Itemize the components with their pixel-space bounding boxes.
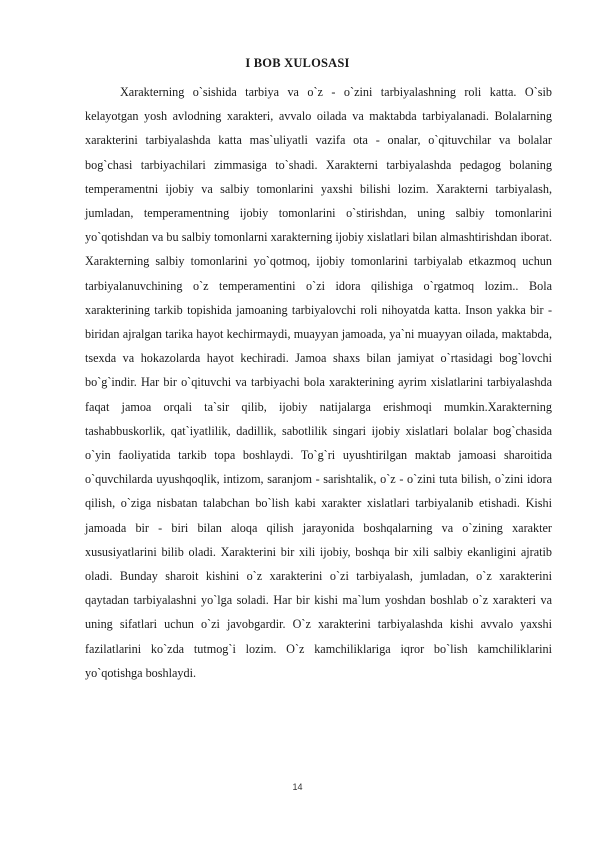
body-paragraph: Xarakterning o`sishida tarbiya va o`z - o`zini tarbiyalashning roli katta. O`sib kelayotgan yosh avlodning xarakteri, avvalo oilada va maktabda tarbiyalanadi. Bolalarning xarakterini tarbiyalashda katta mas`uliyatli vazifa ota - onalar, o`qituvchilar va bolalar bog`chasi tarbiyachilari zimmasiga to`shadi. Xarakterni tarbiyalashda pedagog bolaning temperamentni ijobiy va salbiy tomonlarini yaxshi bilishi lozim. Xarakterni tarbiyalash, jumladan, temperamentning ijobiy tomonlarini o`stirishdan, uning salbiy tomonlarini yo`qotishdan va bu salbiy tomonlarni xarakterning ijobiy xislatlari bilan almashtirishdan iborat. Xarakterning salbiy tomonlarini yo`qotmoq, ijobiy tomonlarini tarbiyalab etkazmoq uchun tarbiyalanuvchining o`z temperamentini o`zi idora qilishiga o`rgatmoq lozim.. Bola xarakterining tarkib topishida jamoaning tarbiyalovchi roli nihoyatda katta. Inson yakka bir - biridan ajralgan tarika hayot kechirmaydi, muayyan jamoada, ya`ni muayyan oilada, maktabda, tsexda va hokazolarda hayot kechiradi. Jamoa shaxs bilan jamiyat o`rtasidagi bog`lovchi bo`g`indir. Har bir o`qituvchi va tarbiyachi bola xarakterining ayrim xislatlarini tarbiyalashda faqat jamoa orqali ta`sir qilib, ijobiy natijalarga erishmoqi mumkin.Xarakterning tashabbuskorlik, qat`iyatlilik, dadillik, sabotlilik singari ijobiy xislatlari bolalar bog`chasida o`yin faoliyatida tarkib topa boshlaydi. To`g`ri uyushtirilgan maktab jamoasi sharoitida o`quvchilarda uyushqoqlik, intizom, saranjom - sarishtalik, o`z - o`zini tuta bilish, o`zini idora qilish, o`ziga nisbatan talabchan bo`lish kabi xarakter xislatlari tarbiyalanib etishadi. Kishi jamoada bir - biri bilan aloqa qilish jarayonida boshqalarning va o`zining xarakter xususiyatlarini bilib oladi. Xarakterini bir xili ijobiy, boshqa bir xili salbiy ekanligini ajratib oladi. Bunday sharoit kishini o`z xarakterini o`zi tarbiyalash, jumladan, o`z xarakterini qaytadan tarbiyalashni yo`lga soladi. Har bir kishi ma`lum yoshdan boshlab o`z xarakteri va uning sifatlari uchun o`zi javobgardir. O`z xarakterini tarbiyalashda kishi avvalo yaxshi fazilatlarini ko`zda tutmog`i lozim. O`z kamchiliklariga iqror bo`lish kamchiliklarini yo`qotishga boshlaydi.	[85, 85, 552, 680]
section-heading: I BOB XULOSASI	[245, 56, 350, 70]
page-number: 14	[292, 782, 303, 792]
